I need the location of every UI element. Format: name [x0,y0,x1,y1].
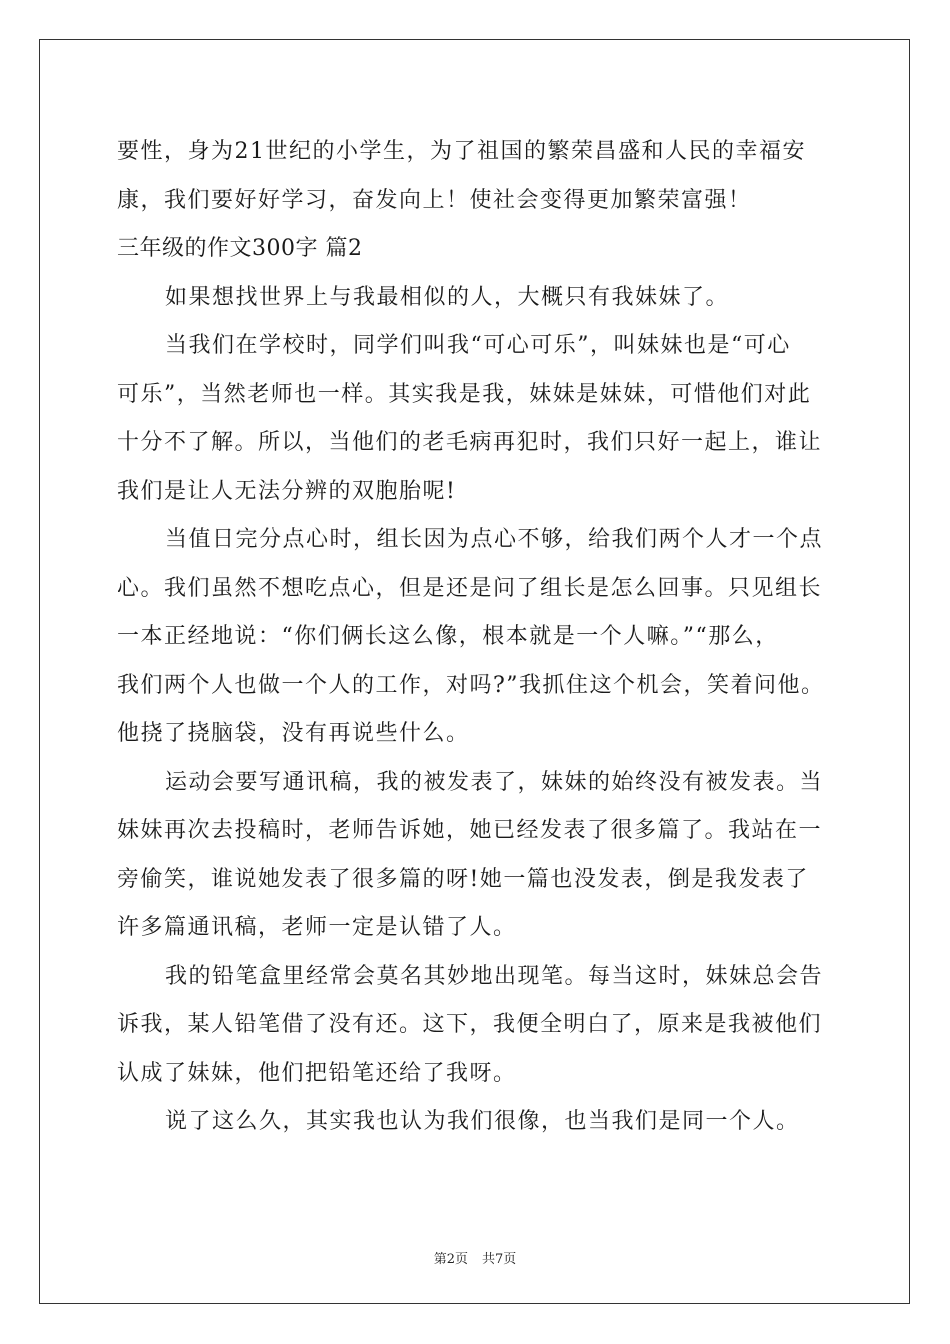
text-line: 认成了妹妹，他们把铅笔还给了我呀。 [117,1060,517,1086]
text-line: 旁偷笑，谁说她发表了很多篇的呀!她一篇也没发表，倒是我发表了 [117,866,809,892]
text-line: 心。我们虽然不想吃点心，但是还是问了组长是怎么回事。只见组长 [117,575,823,601]
page-number: 第2页 [433,1252,468,1267]
text-line: 一本正经地说：“你们俩长这么像，根本就是一个人嘛。”“那么， [117,624,779,649]
text-line: 许多篇通讯稿，老师一定是认错了人。 [117,915,517,940]
text-line: 妹妹再次去投稿时，老师告诉她，她已经发表了很多篇了。我站在一 [117,818,823,843]
page-footer [0,1248,950,1267]
text-line: 诉我，某人铅笔借了没有还。这下，我便全明白了，原来是我被他们 [117,1012,823,1037]
text-line: 我们是让人无法分辨的双胞胎呢! [117,478,457,504]
paragraph-start-line: 我的铅笔盒里经常会莫名其妙地出现笔。每当这时，妹妹总会告 [165,963,824,989]
paragraph-start-line: 如果想找世界上与我最相似的人，大概只有我妹妹了。 [165,284,730,310]
text-line: 康，我们要好好学习，奋发向上！使社会变得更加繁荣富强！ [117,187,752,213]
text-line: 十分不了解。所以，当他们的老毛病再犯时，我们只好一起上，谁让 [117,430,823,455]
text-line: 我们两个人也做一个人的工作，对吗?”我抓住这个机会，笑着问他。 [117,672,825,698]
text-line: 可乐”，当然老师也一样。其实我是我，妹妹是妹妹，可惜他们对此 [117,381,812,407]
page-total: 共7页 [482,1252,517,1267]
paragraph-start-line: 说了这么久，其实我也认为我们很像，也当我们是同一个人。 [165,1109,800,1134]
paragraph-start-line: 当我们在学校时，同学们叫我“可心可乐”，叫妹妹也是“可心 [165,333,791,358]
paragraph-start-line: 当值日完分点心时，组长因为点心不够，给我们两个人才一个点 [165,527,824,552]
text-line: 他挠了挠脑袋，没有再说些什么。 [117,721,470,746]
paragraph-start-line: 运动会要写通讯稿，我的被发表了，妹妹的始终没有被发表。当 [165,769,824,795]
document-body [117,128,837,1147]
section-heading: 三年级的作文300字 篇2 [117,236,363,261]
text-line: 要性，身为21世纪的小学生，为了祖国的繁荣昌盛和人民的幸福安 [117,139,806,164]
